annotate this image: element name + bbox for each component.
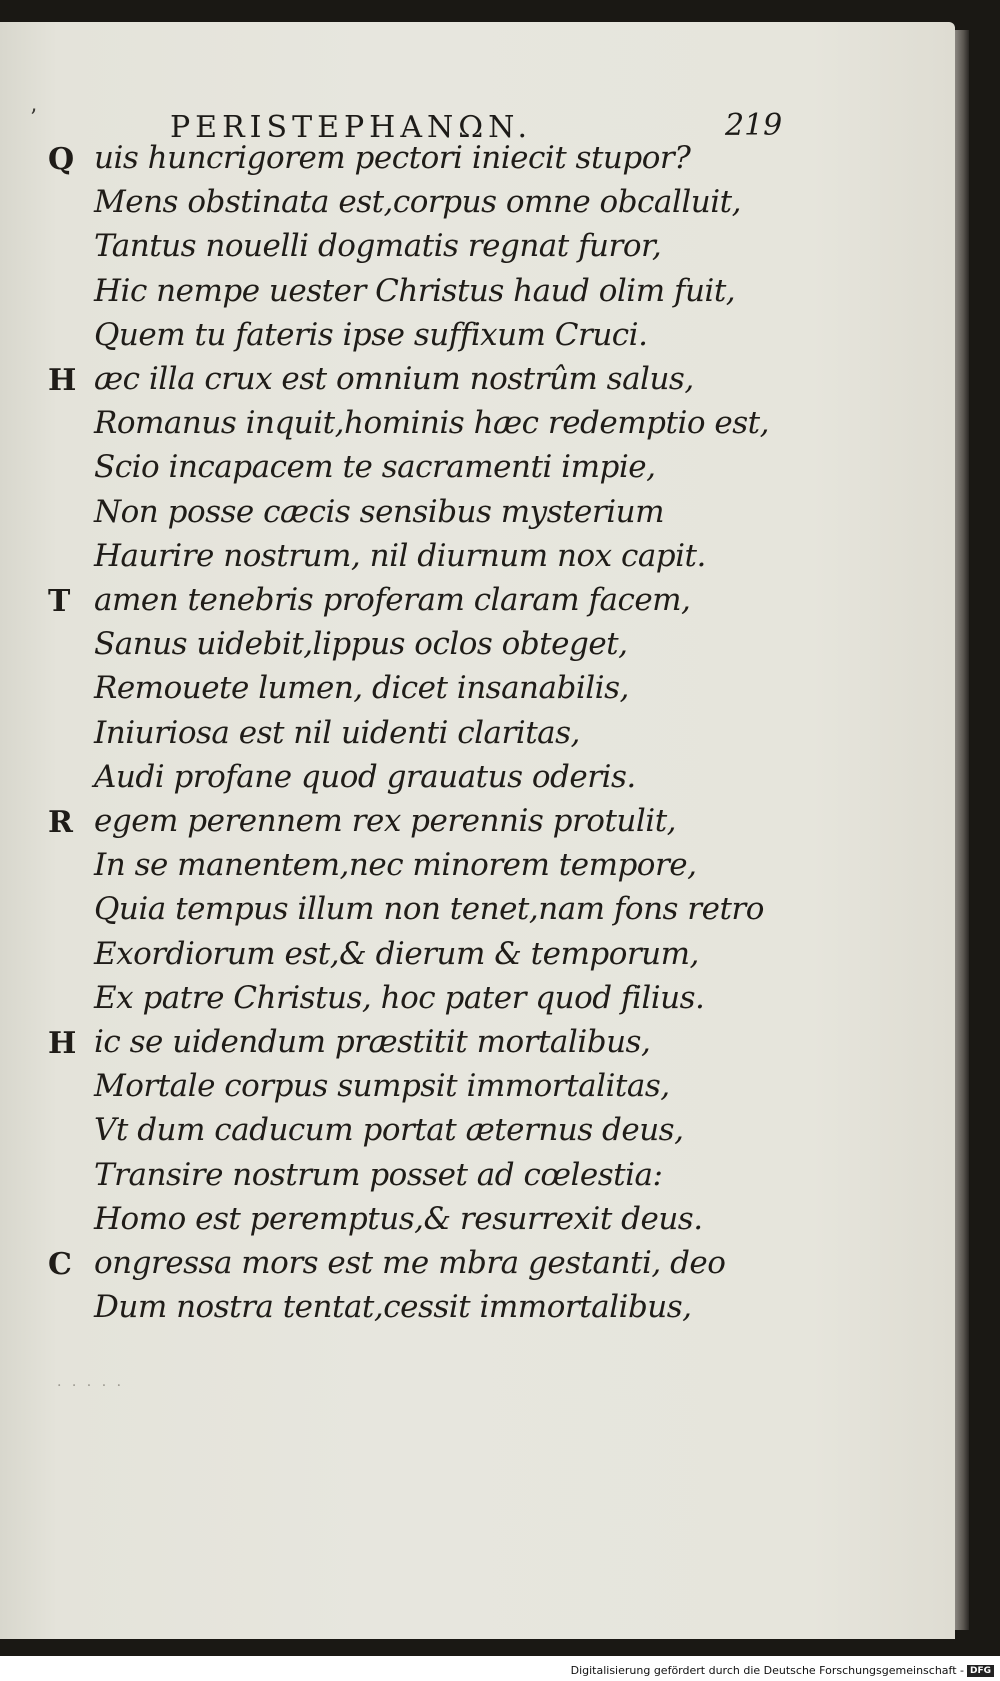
stanza-initial: H — [48, 363, 77, 398]
margin-mark: ’ — [30, 106, 37, 131]
verse-line: Mens obstinata est,corpus omne obcalluit, — [94, 184, 741, 221]
verse-line: Quia tempus illum non tenet,nam fons retro — [94, 891, 764, 928]
verse-line: uis huncrigorem pectori iniecit stupor? — [94, 140, 691, 176]
verse-line: Vt dum caducum portat æternus deus, — [94, 1112, 684, 1149]
verse-line: Haurire nostrum, nil diurnum nox capit. — [94, 537, 706, 574]
verse-line: Sanus uidebit,lippus oclos obteget, — [94, 626, 628, 663]
stanza-initial: C — [48, 1247, 72, 1282]
verse-line: egem perennem rex perennis protulit, — [94, 803, 677, 839]
ink-smudge: · · · · · — [57, 1378, 125, 1394]
verse-line: Exordiorum est,& dierum & temporum, — [94, 935, 699, 972]
stanza-initial: Q — [48, 142, 75, 177]
verse-line: ongressa mors est me mbra gestanti, deo — [94, 1245, 726, 1281]
page-edge — [955, 30, 969, 1630]
stanza-initial: T — [48, 584, 71, 619]
stanza-initial: H — [48, 1026, 77, 1061]
verse-line: Dum nostra tentat,cessit immortalibus, — [94, 1289, 692, 1326]
running-title: PERISTEPHANΩN. — [170, 110, 532, 145]
verse-line: Iniuriosa est nil uidenti claritas, — [94, 714, 580, 751]
verse-line: Tantus nouelli dogmatis regnat furor, — [94, 228, 662, 265]
dfg-logo: DFG — [967, 1665, 994, 1677]
verse-line: In se manentem,nec minorem tempore, — [94, 847, 697, 884]
verse-line: Audi profane quod grauatus oderis. — [94, 758, 636, 795]
footer-text: Digitalisierung gefördert durch die Deutsche Forschungsgemeinschaft - — [570, 1664, 964, 1677]
verse-line: Remouete lumen, dicet insanabilis, — [94, 670, 629, 707]
verse-line: Quem tu fateris ipse suffixum Cruci. — [94, 316, 648, 353]
verse-line: ic se uidendum præstitit mortalibus, — [94, 1024, 651, 1060]
stanza-initial: R — [48, 805, 73, 840]
verse-line: Mortale corpus sumpsit immortalitas, — [94, 1068, 670, 1105]
verse-line: Ex patre Christus, hoc pater quod filius. — [94, 979, 705, 1016]
verse-line: Homo est peremptus,& resurrexit deus. — [94, 1200, 703, 1237]
verse-line: Non posse cæcis sensibus mysterium — [94, 493, 665, 530]
verse-line: Scio incapacem te sacramenti impie, — [94, 449, 656, 486]
verse-line: Hic nempe uester Christus haud olim fuit, — [94, 272, 736, 309]
book-page — [0, 22, 955, 1639]
footer-credit — [571, 1664, 994, 1677]
verse-line: æc illa crux est omnium nostrûm salus, — [94, 361, 694, 397]
verse-line: Romanus inquit,hominis hæc redemptio est, — [94, 405, 769, 442]
folio-number: 219 — [725, 108, 783, 143]
verse-line: amen tenebris proferam claram facem, — [94, 582, 691, 618]
verse-line: Transire nostrum posset ad cœlestia: — [94, 1156, 663, 1193]
